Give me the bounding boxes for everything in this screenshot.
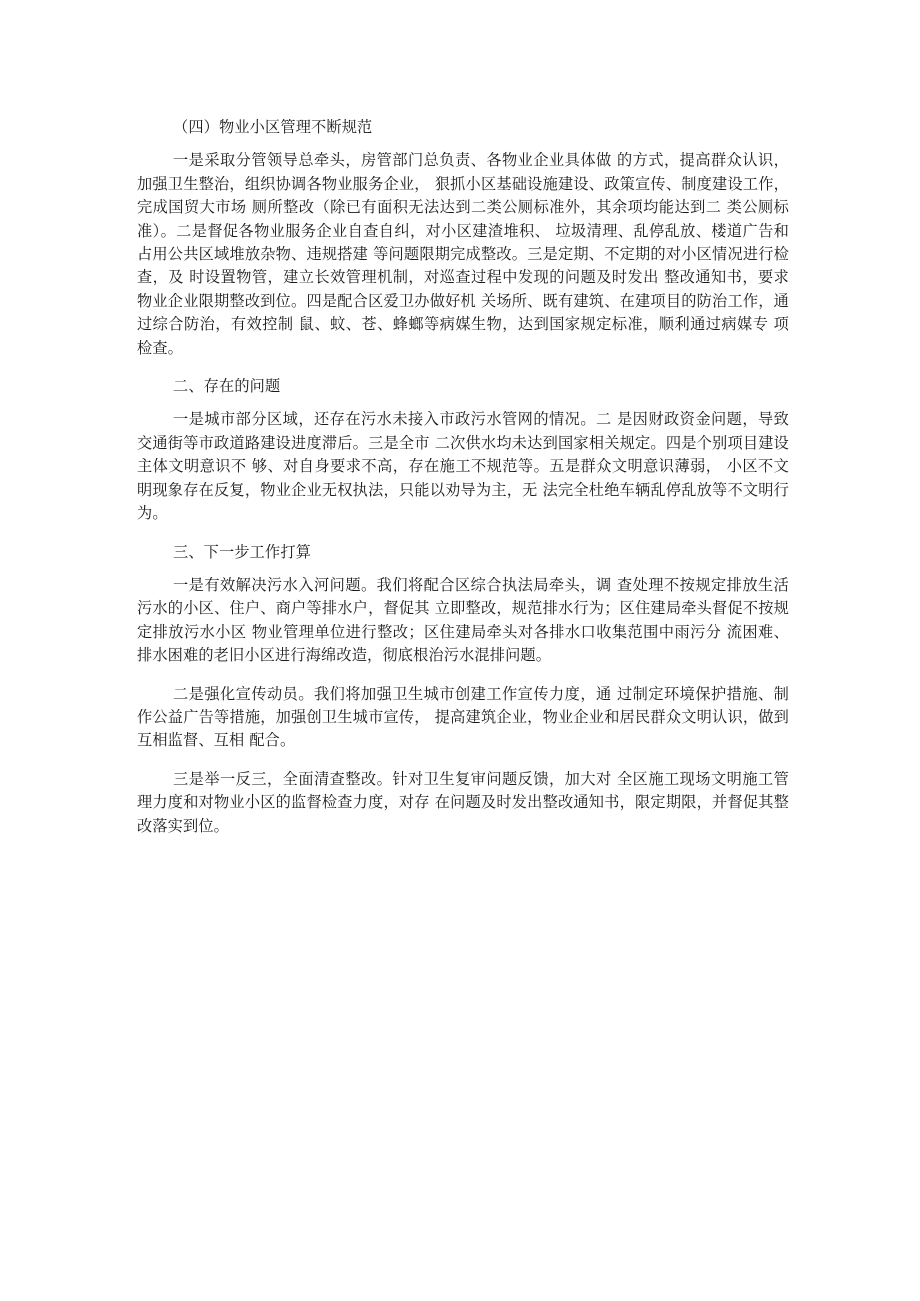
section-2-paragraph: 一是城市部分区域，还存在污水未接入市政污水管网的情况。二 是因财政资金问题，导致交通街等市政道路建设进度滞后。三是全市 二次供水均未达到国家相关规定。四是个别项目建设主体文明意识不 够、对自身要求不高，存在施工不规范等。五是群众文明意识薄弱， 小区不文明现象存在反复，物业企业无权执法，只能以劝导为主，无 法完全杜绝车辆乱停乱放等不文明行为。 bbox=[137, 410, 789, 523]
section-3-paragraph-3: 三是举一反三，全面清查整改。针对卫生复审问题反馈，加大对 全区施工现场文明施工管理力度和对物业小区的监督检查力度，对存 在问题及时发出整改通知书，限定期限，并督促其整改落实到位。 bbox=[137, 769, 789, 835]
section-4-paragraph: 一是采取分管领导总牵头，房管部门总负责、各物业企业具体做 的方式，提高群众认识，加强卫生整治，组织协调各物业服务企业， 狠抓小区基础设施建设、政策宣传、制度建设工作，完成国贸大市场 厕所整改（除已有面积无法达到二类公厕标准外，其余项均能达到二 类公厕标准）。二是督促各物业服务企业自查自纠，对小区建渣堆积、 垃圾清理、乱停乱放、楼道广告和占用公共区域堆放杂物、违规搭建 等问题限期完成整改。三是定期、不定期的对小区情况进行检查，及 时设置物管，建立长效管理机制，对巡查过程中发现的问题及时发出 整改通知书，要求物业企业限期整改到位。四是配合区爱卫办做好机 关场所、既有建筑、在建项目的防治工作，通过综合防治，有效控制 鼠、蚊、苍、蜂螂等病媒生物，达到国家规定标准，顺利通过病媒专 项检查。 bbox=[137, 151, 789, 357]
section-3-heading: 三、下一步工作打算 bbox=[173, 542, 312, 561]
section-3-paragraph-1: 一是有效解决污水入河问题。我们将配合区综合执法局牵头，调 查处理不按规定排放生活污水的小区、住户、商户等排水户，督促其 立即整改，规范排水行为；区住建局牵头督促不按规定排放污水小区 物业管理单位进行整改；区住建局牵头对各排水口收集范围中雨污分 流困难、排水困难的老旧小区进行海绵改造，彻底根治污水混排问题。 bbox=[137, 575, 789, 665]
section-4-heading: （四）物业小区管理不断规范 bbox=[173, 118, 373, 136]
document-body bbox=[137, 116, 789, 850]
section-2-heading: 二、存在的问题 bbox=[173, 377, 281, 396]
section-3-paragraph-2: 二是强化宣传动员。我们将加强卫生城市创建工作宣传力度，通 过制定环境保护措施、制作公益广告等措施，加强创卫生城市宣传， 提高建筑企业，物业企业和居民群众文明认识，做到互相监督、互相 配合。 bbox=[137, 684, 789, 750]
